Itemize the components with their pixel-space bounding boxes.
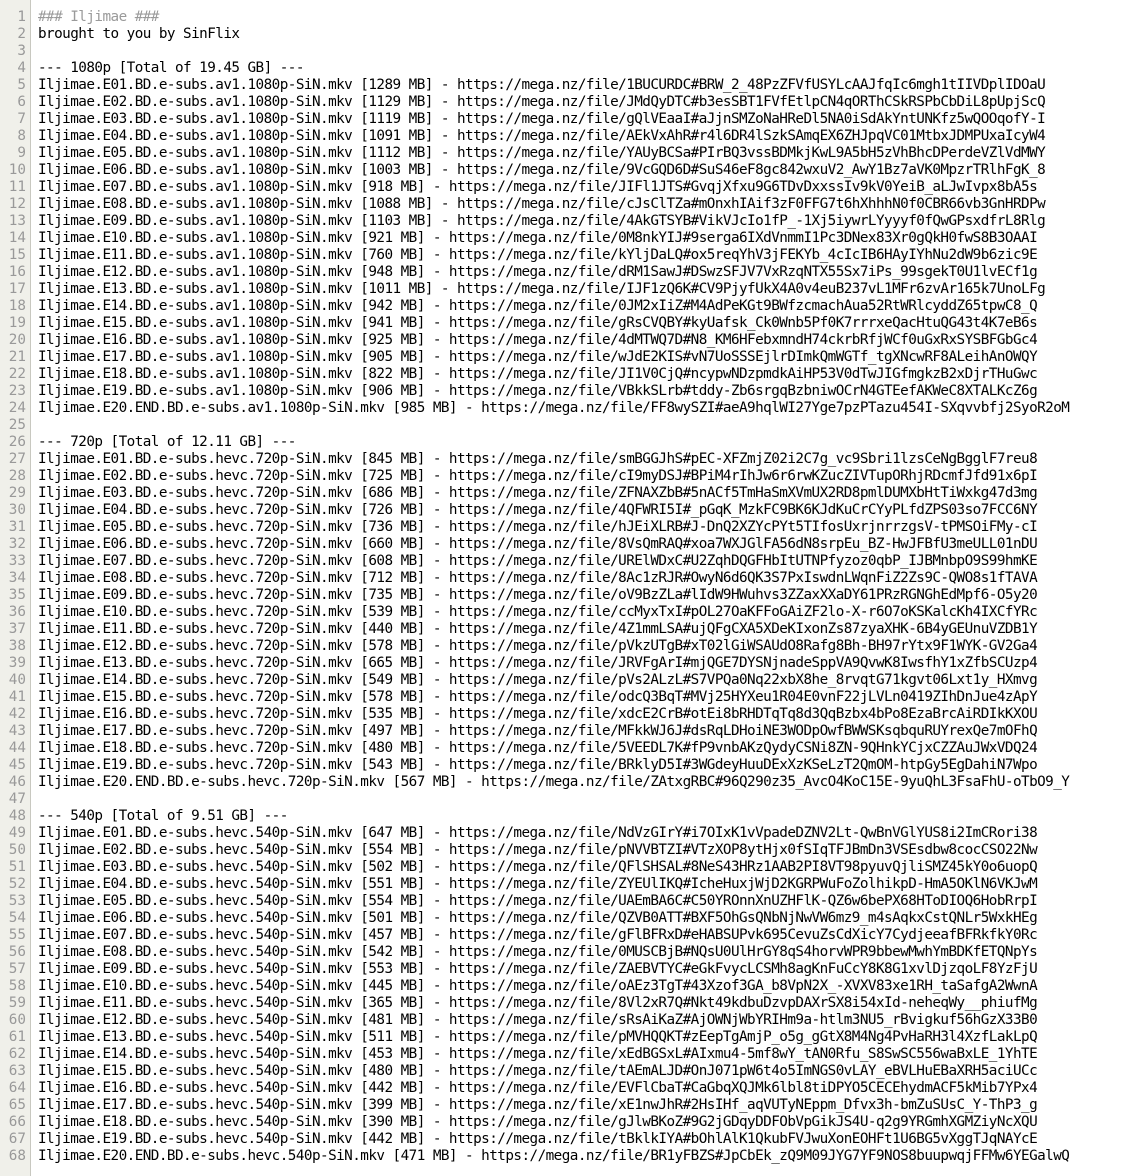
line-text: Iljimae.E19.BD.e-subs.hevc.540p-SiN.mkv [442 MB] - https://mega.nz/file/tBklkIYA#bOhlAlK1QkubFVJwuXonEOHFt1U6BG5vXggTJqNAYcE: [38, 1131, 1038, 1147]
line-number: 57: [8, 961, 26, 977]
line-number: 46: [8, 774, 26, 790]
line-number: 5: [17, 77, 26, 93]
editor-line[interactable]: [0, 536, 1122, 553]
editor-line[interactable]: [0, 196, 1122, 213]
line-number: 63: [8, 1063, 26, 1079]
line-text: Iljimae.E14.BD.e-subs.av1.1080p-SiN.mkv [942 MB] - https://mega.nz/file/0JM2xIiZ#M4AdPeKGt9BWfzcmachAua52RtWRlcyddZ65tpwC8_Q: [38, 298, 1038, 314]
line-text: Iljimae.E20.END.BD.e-subs.hevc.540p-SiN.mkv [471 MB] - https://mega.nz/file/BR1yFBZS#JpCbEk_zQ9M09JYG7YF9NOS8buupwqjFFMw6YEGalwQ: [38, 1148, 1070, 1164]
line-number: 24: [8, 400, 26, 416]
line-text: Iljimae.E01.BD.e-subs.hevc.540p-SiN.mkv [647 MB] - https://mega.nz/file/NdVzGIrY#i7OIxK1vVpadeDZNV2Lt-QwBnVGlYUS8i2ImCRori38: [38, 825, 1038, 841]
line-number: 62: [8, 1046, 26, 1062]
editor-line[interactable]: [0, 808, 1122, 825]
line-text: Iljimae.E11.BD.e-subs.hevc.720p-SiN.mkv [440 MB] - https://mega.nz/file/4Z1mmLSA#ujQFgCXA5XDeKIxonZs87zyaXHK-6B4yGEUnuVZDB1Y: [38, 621, 1038, 637]
line-text: Iljimae.E08.BD.e-subs.av1.1080p-SiN.mkv [1088 MB] - https://mega.nz/file/cJsClTZa#mOnxhIAif3zF0FFG7t6hXhhhN0f0CBR66vb3GnHRDPw: [38, 196, 1046, 212]
line-number: 4: [17, 60, 26, 76]
line-text: Iljimae.E09.BD.e-subs.hevc.720p-SiN.mkv [735 MB] - https://mega.nz/file/oV9BzZLa#lIdW9HWuhvs3ZZaxXXaDY61PRzRGNGhEdMpf6-O5y20: [38, 587, 1038, 603]
line-text: Iljimae.E03.BD.e-subs.hevc.720p-SiN.mkv [686 MB] - https://mega.nz/file/ZFNAXZbB#5nACf5TmHaSmXVmUX2RD8pmlDUMXbHtTiWxkg47d3mg: [38, 485, 1038, 501]
line-text: Iljimae.E16.BD.e-subs.hevc.720p-SiN.mkv [535 MB] - https://mega.nz/file/xdcE2CrB#otEi8bRHDTqTq8d3QqBzbx4bPo8EzaBrcAiRDIkKXOU: [38, 706, 1038, 722]
editor-line[interactable]: [0, 264, 1122, 281]
editor-line[interactable]: [0, 706, 1122, 723]
editor-line[interactable]: [0, 145, 1122, 162]
editor-line[interactable]: [0, 1063, 1122, 1080]
line-text: Iljimae.E02.BD.e-subs.av1.1080p-SiN.mkv [1129 MB] - https://mega.nz/file/JMdQyDTC#b3esSBT1FVfEtlpCN4qORThCSkRSPbCbDiL8pUpjScQ: [38, 94, 1046, 110]
line-number: 15: [8, 247, 26, 263]
editor-line[interactable]: [0, 893, 1122, 910]
line-text: Iljimae.E11.BD.e-subs.hevc.540p-SiN.mkv [365 MB] - https://mega.nz/file/8Vl2xR7Q#Nkt49kdbuDzvpDAXrSX8i54xId-neheqWy__phiufMg: [38, 995, 1038, 1011]
editor-line[interactable]: [0, 332, 1122, 349]
line-text: Iljimae.E18.BD.e-subs.hevc.720p-SiN.mkv [480 MB] - https://mega.nz/file/5VEEDL7K#fP9vnbAKzQydyCSNi8ZN-9QHnkYCjxCZZAuJWxVDQ24: [38, 740, 1038, 756]
line-text: Iljimae.E17.BD.e-subs.hevc.720p-SiN.mkv [497 MB] - https://mega.nz/file/MFkkWJ6J#dsRqLDHoiNE3WODpOwfBWWSKsqbquRUYrexQe7mOFhQ: [38, 723, 1038, 739]
editor-line[interactable]: [0, 162, 1122, 179]
line-number: 53: [8, 893, 26, 909]
line-text: Iljimae.E13.BD.e-subs.hevc.540p-SiN.mkv [511 MB] - https://mega.nz/file/pMVHQQKT#zEepTgAmjP_o5g_gGtX8M4Ng4PvHaRH3l4XzfLakLpQ: [38, 1029, 1038, 1045]
editor-line[interactable]: [0, 451, 1122, 468]
line-number: 23: [8, 383, 26, 399]
line-number: 17: [8, 281, 26, 297]
line-number: 40: [8, 672, 26, 688]
line-text: Iljimae.E20.END.BD.e-subs.hevc.720p-SiN.mkv [567 MB] - https://mega.nz/file/ZAtxgRBC#96Q290z35_AvcO4KoC15E-9yuQhL3FsaFhU-oTbO9_Y: [38, 774, 1070, 790]
line-number: 68: [8, 1148, 26, 1164]
editor-line[interactable]: [0, 1114, 1122, 1131]
editor-line[interactable]: [0, 60, 1122, 77]
line-number: 45: [8, 757, 26, 773]
line-text: ### Iljimae ###: [38, 9, 159, 25]
editor-line[interactable]: [0, 978, 1122, 995]
line-number: 6: [17, 94, 26, 110]
line-number: 20: [8, 332, 26, 348]
line-number: 9: [17, 145, 26, 161]
editor-line[interactable]: [0, 519, 1122, 536]
line-text: Iljimae.E13.BD.e-subs.hevc.720p-SiN.mkv [665 MB] - https://mega.nz/file/JRVFgArI#mjQGE7DYSNjnadeSppVA9QvwK8IwsfhY1xZfbSCUzp4: [38, 655, 1038, 671]
line-text: Iljimae.E15.BD.e-subs.hevc.720p-SiN.mkv [578 MB] - https://mega.nz/file/odcQ3BqT#MVj25HYXeu1R04E0vnF22jLVLn0419ZIhDnJue4zApY: [38, 689, 1038, 705]
line-number: 7: [17, 111, 26, 127]
editor-line[interactable]: [0, 672, 1122, 689]
editor-line[interactable]: [0, 400, 1122, 417]
editor-line[interactable]: [0, 876, 1122, 893]
editor-line[interactable]: [0, 1080, 1122, 1097]
editor-line[interactable]: [0, 366, 1122, 383]
editor-line[interactable]: [0, 553, 1122, 570]
line-text: Iljimae.E03.BD.e-subs.hevc.540p-SiN.mkv [502 MB] - https://mega.nz/file/QFlSHSAL#8NeS43HRz1AAB2PI8VT98pyuvQjliSMZ45kY0o6uopQ: [38, 859, 1038, 875]
editor-line[interactable]: [0, 961, 1122, 978]
line-text: Iljimae.E16.BD.e-subs.hevc.540p-SiN.mkv [442 MB] - https://mega.nz/file/EVFlCbaT#CaGbqXQJMk6lbl8tiDPYO5CECEhydmACF5kMib7YPx4: [38, 1080, 1038, 1096]
editor-line[interactable]: [0, 655, 1122, 672]
line-number: 64: [8, 1080, 26, 1096]
editor-line[interactable]: [0, 825, 1122, 842]
line-number: 21: [8, 349, 26, 365]
line-text: Iljimae.E15.BD.e-subs.hevc.540p-SiN.mkv [480 MB] - https://mega.nz/file/tAEmALJD#OnJ071pW6t4o5ImNGS0vLAY_eBVLHuEBaXRH5aciUCc: [38, 1063, 1038, 1079]
line-number: 30: [8, 502, 26, 518]
editor-line[interactable]: [0, 723, 1122, 740]
editor-line[interactable]: [0, 298, 1122, 315]
line-number: 10: [8, 162, 26, 178]
line-text: Iljimae.E01.BD.e-subs.hevc.720p-SiN.mkv [845 MB] - https://mega.nz/file/smBGGJhS#pEC-XFZmjZ02i2C7g_vc9Sbri1lzsCeNgBgglF7reu8: [38, 451, 1038, 467]
line-text: Iljimae.E06.BD.e-subs.hevc.540p-SiN.mkv [501 MB] - https://mega.nz/file/QZVB0ATT#BXF5OhGsQNbNjNwVW6mz9_m4sAqkxCstQNLr5WxkHEg: [38, 910, 1038, 926]
line-number: 49: [8, 825, 26, 841]
editor-line[interactable]: [0, 179, 1122, 196]
line-text: Iljimae.E10.BD.e-subs.hevc.540p-SiN.mkv [445 MB] - https://mega.nz/file/oAEz3TgT#43Xzof3GA_b8VpN2X_-XVXV83xe1RH_taSafgA2WwnA: [38, 978, 1038, 994]
line-text: Iljimae.E09.BD.e-subs.av1.1080p-SiN.mkv [1103 MB] - https://mega.nz/file/4AkGTSYB#VikVJcIo1fP_-1Xj5iywrLYyyyf0fQwGPsxdfrL8Rlg: [38, 213, 1046, 229]
line-text: --- 1080p [Total of 19.45 GB] ---: [38, 60, 304, 76]
editor-line[interactable]: [0, 128, 1122, 145]
editor-line[interactable]: [0, 689, 1122, 706]
line-number: 32: [8, 536, 26, 552]
editor-line[interactable]: [0, 485, 1122, 502]
editor-line[interactable]: [0, 604, 1122, 621]
line-text: Iljimae.E03.BD.e-subs.av1.1080p-SiN.mkv [1119 MB] - https://mega.nz/file/gQlVEaaI#aJjnSMZoNaHReDl5NA0iSdAkYntUNKfz5wQOOqofY-I: [38, 111, 1046, 127]
line-text: Iljimae.E17.BD.e-subs.hevc.540p-SiN.mkv [399 MB] - https://mega.nz/file/xE1nwJhR#2HsIHf_aqVUTyNEppm_Dfvx3h-bmZuSUsC_Y-ThP3_g: [38, 1097, 1038, 1113]
editor-line[interactable]: [0, 859, 1122, 876]
line-number: 47: [8, 791, 26, 807]
line-number: 51: [8, 859, 26, 875]
line-text: Iljimae.E01.BD.e-subs.av1.1080p-SiN.mkv [1289 MB] - https://mega.nz/file/1BUCURDC#BRW_2_48PzZFVfUSYLcAAJfqIc6mgh1tIIVDplIDOaU: [38, 77, 1046, 93]
line-text: Iljimae.E12.BD.e-subs.hevc.720p-SiN.mkv [578 MB] - https://mega.nz/file/pVkzUTgB#xT02lGiWSAUdO8Rafg8Bh-BH97rYtx9F1WYK-GV2Ga4: [38, 638, 1038, 654]
line-text: --- 540p [Total of 9.51 GB] ---: [38, 808, 288, 824]
line-number: 59: [8, 995, 26, 1011]
editor-line[interactable]: [0, 995, 1122, 1012]
line-text: Iljimae.E04.BD.e-subs.av1.1080p-SiN.mkv [1091 MB] - https://mega.nz/file/AEkVxAhR#r4l6DR4lSzkSAmqEX6ZHJpqVC01MtbxJDMPUxaIcyW4: [38, 128, 1046, 144]
line-text: Iljimae.E14.BD.e-subs.hevc.720p-SiN.mkv [549 MB] - https://mega.nz/file/pVs2ALzL#S7VPQa0Nq22xbX8he_8rvqtG71kgvt06Lxt1y_HXmvg: [38, 672, 1038, 688]
line-text: Iljimae.E18.BD.e-subs.hevc.540p-SiN.mkv [390 MB] - https://mega.nz/file/gJlwBKoZ#9G2jGDqyDDFObVpGikJS4U-q2g9YRGmhXGMZiyNcXQU: [38, 1114, 1038, 1130]
editor-line[interactable]: [0, 77, 1122, 94]
editor-line[interactable]: [0, 468, 1122, 485]
line-text: brought to you by SinFlix: [38, 26, 240, 42]
line-number: 50: [8, 842, 26, 858]
line-text: Iljimae.E11.BD.e-subs.av1.1080p-SiN.mkv [760 MB] - https://mega.nz/file/kYljDaLQ#ox5reqYhV3jFEKYb_4cIcIB6HAyIYhNu2dW9b6zic9E: [38, 247, 1038, 263]
line-text: Iljimae.E17.BD.e-subs.av1.1080p-SiN.mkv [905 MB] - https://mega.nz/file/wJdE2KIS#vN7UoSSSEjlrDImkQmWGTf_tgXNcwRF8ALeihAnOWQY: [38, 349, 1038, 365]
line-text: Iljimae.E09.BD.e-subs.hevc.540p-SiN.mkv [553 MB] - https://mega.nz/file/ZAEBVTYC#eGkFvycLCSMh8agKnFuCcY8K8G1xvlDjzqoLF8YzFjU: [38, 961, 1038, 977]
editor-line[interactable]: [0, 1131, 1122, 1148]
text-lines[interactable]: [0, 9, 1122, 1165]
line-number: 44: [8, 740, 26, 756]
editor-line[interactable]: [0, 740, 1122, 757]
line-number: 43: [8, 723, 26, 739]
line-number: 31: [8, 519, 26, 535]
line-number: 35: [8, 587, 26, 603]
editor-line[interactable]: [0, 94, 1122, 111]
line-number: 26: [8, 434, 26, 450]
editor-line[interactable]: [0, 638, 1122, 655]
line-number: 11: [8, 179, 26, 195]
editor-line[interactable]: [0, 570, 1122, 587]
line-text: Iljimae.E18.BD.e-subs.av1.1080p-SiN.mkv [822 MB] - https://mega.nz/file/JI1V0CjQ#ncypwNDzpmdkAiHP53V0dTwJIGfmgkzB2xDjrTHuGwc: [38, 366, 1038, 382]
line-number: 3: [17, 43, 26, 59]
line-text: Iljimae.E19.BD.e-subs.hevc.720p-SiN.mkv [543 MB] - https://mega.nz/file/BRklyD5I#3WGdeyHuuDExXzKSeLzT2QmOM-htpGy5EgDahiN7Wpo: [38, 757, 1038, 773]
editor-line[interactable]: [0, 9, 1122, 26]
line-text: Iljimae.E05.BD.e-subs.hevc.720p-SiN.mkv [736 MB] - https://mega.nz/file/hJEiXLRB#J-DnQ2XZYcPYt5TIfosUxrjnrrzgsV-tPMSOiFMy-cI: [38, 519, 1038, 535]
line-number: 36: [8, 604, 26, 620]
line-number: 55: [8, 927, 26, 943]
line-text: Iljimae.E20.END.BD.e-subs.av1.1080p-SiN.mkv [985 MB] - https://mega.nz/file/FF8wySZI#aeA9hqlWI27Yge7pzPTazu454I-SXqvvbfj2SyoR2oM: [38, 400, 1070, 416]
line-text: Iljimae.E02.BD.e-subs.hevc.720p-SiN.mkv [725 MB] - https://mega.nz/file/cI9myDSJ#BPiM4rIhJw6r6rwKZucZIVTupORhjRDcmfJfd91x6pI: [38, 468, 1038, 484]
line-text: Iljimae.E10.BD.e-subs.av1.1080p-SiN.mkv [921 MB] - https://mega.nz/file/0M8nkYIJ#9serga6IXdVnmmI1Pc3DNex83Xr0gQkH0fwS8B3OAAI: [38, 230, 1038, 246]
line-number: 13: [8, 213, 26, 229]
line-text: Iljimae.E05.BD.e-subs.hevc.540p-SiN.mkv [554 MB] - https://mega.nz/file/UAEmBA6C#C50YROnnXnUZHFlK-QZ6w6bePX68HToDIOQ6HobRrpI: [38, 893, 1038, 909]
editor-line[interactable]: [0, 1046, 1122, 1063]
line-number: 8: [17, 128, 26, 144]
editor-line[interactable]: [0, 230, 1122, 247]
editor-line[interactable]: [0, 281, 1122, 298]
line-number: 28: [8, 468, 26, 484]
editor-line[interactable]: [0, 774, 1122, 791]
line-text: Iljimae.E02.BD.e-subs.hevc.540p-SiN.mkv [554 MB] - https://mega.nz/file/pNVVBTZI#VTzXOP8ytHjx0fSIqTFJBmDn3VSEsdbw8cocCSO22Nw: [38, 842, 1038, 858]
line-text: Iljimae.E15.BD.e-subs.av1.1080p-SiN.mkv [941 MB] - https://mega.nz/file/gRsCVQBY#kyUafsk_Ck0Wnb5Pf0K7rrrxeQacHtuQG43t4K7eB6s: [38, 315, 1038, 331]
line-number: 22: [8, 366, 26, 382]
line-number: 37: [8, 621, 26, 637]
editor-line[interactable]: [0, 26, 1122, 43]
line-text: Iljimae.E12.BD.e-subs.hevc.540p-SiN.mkv [481 MB] - https://mega.nz/file/sRsAiKaZ#AjOWNjWbYRIHm9a-htlm3NU5_rBvigkuf56hGzX33B0: [38, 1012, 1038, 1028]
line-text: Iljimae.E14.BD.e-subs.hevc.540p-SiN.mkv [453 MB] - https://mega.nz/file/xEdBGSxL#AIxmu4-5mf8wY_tAN0Rfu_S8SwSC556waBxLE_1YhTE: [38, 1046, 1038, 1062]
line-text: Iljimae.E08.BD.e-subs.hevc.720p-SiN.mkv [712 MB] - https://mega.nz/file/8Ac1zRJR#OwyN6d6QK3S7PxIswdnLWqnFiZ2Zs9C-QWO8s1fTAVA: [38, 570, 1038, 586]
editor-line[interactable]: [0, 757, 1122, 774]
editor-line[interactable]: [0, 247, 1122, 264]
editor-line[interactable]: [0, 111, 1122, 128]
line-text: Iljimae.E04.BD.e-subs.hevc.540p-SiN.mkv [551 MB] - https://mega.nz/file/ZYEUlIKQ#IcheHuxjWjD2KGRPWuFoZolhikpD-HmA5OKlN6VKJwM: [38, 876, 1038, 892]
line-number: 42: [8, 706, 26, 722]
line-number: 67: [8, 1131, 26, 1147]
editor-line[interactable]: [0, 349, 1122, 366]
editor-line[interactable]: [0, 43, 1122, 60]
line-number: 33: [8, 553, 26, 569]
line-number: 34: [8, 570, 26, 586]
line-text: Iljimae.E08.BD.e-subs.hevc.540p-SiN.mkv [542 MB] - https://mega.nz/file/0MUSCBjB#NQsU0UlHrGY8qS4horvWPR9bbewMwhYmBDKfETQNpYs: [38, 944, 1038, 960]
line-text: Iljimae.E12.BD.e-subs.av1.1080p-SiN.mkv [948 MB] - https://mega.nz/file/dRM1SawJ#DSwzSFJV7VxRzqNTX55Sx7iPs_99sgekT0U1lvECf1g: [38, 264, 1038, 280]
editor-line[interactable]: [0, 944, 1122, 961]
editor-line[interactable]: [0, 434, 1122, 451]
editor-line[interactable]: [0, 502, 1122, 519]
line-number: 16: [8, 264, 26, 280]
line-text: Iljimae.E07.BD.e-subs.hevc.720p-SiN.mkv [608 MB] - https://mega.nz/file/URElWDxC#U2ZqhDQGFHbItUTNPfyzoz0qbP_IJBMnbpO9S99hmKE: [38, 553, 1038, 569]
editor-line[interactable]: [0, 587, 1122, 604]
editor-line[interactable]: [0, 1148, 1122, 1165]
line-text: Iljimae.E07.BD.e-subs.hevc.540p-SiN.mkv [457 MB] - https://mega.nz/file/gFlBFRxD#eHABSUPvk695CevuZsCdXicY7CydjeeafBFRkfkY0Rc: [38, 927, 1038, 943]
line-text: Iljimae.E13.BD.e-subs.av1.1080p-SiN.mkv [1011 MB] - https://mega.nz/file/IJF1zQ6K#CV9PjyfUkX4A0v4euB237vL1MFr6zvAr165k7UnoLFg: [38, 281, 1046, 297]
editor-line[interactable]: [0, 842, 1122, 859]
editor-line[interactable]: [0, 213, 1122, 230]
editor-line[interactable]: [0, 1029, 1122, 1046]
editor-line[interactable]: [0, 383, 1122, 400]
line-number: 61: [8, 1029, 26, 1045]
editor-line[interactable]: [0, 910, 1122, 927]
line-number: 65: [8, 1097, 26, 1113]
line-number: 2: [17, 26, 26, 42]
line-number: 18: [8, 298, 26, 314]
line-number: 58: [8, 978, 26, 994]
line-number: 52: [8, 876, 26, 892]
line-text: Iljimae.E05.BD.e-subs.av1.1080p-SiN.mkv [1112 MB] - https://mega.nz/file/YAUyBCSa#PIrBQ3vssBDMkjKwL9A5bH5zVhBhcDPerdeVZlVdMWY: [38, 145, 1046, 161]
line-text: Iljimae.E07.BD.e-subs.av1.1080p-SiN.mkv [918 MB] - https://mega.nz/file/JIFl1JTS#GvqjXfxu9G6TDvDxxssIv9kV0YeiB_aLJwIvpx8bA5s: [38, 179, 1038, 195]
line-number: 54: [8, 910, 26, 926]
editor-line[interactable]: [0, 1097, 1122, 1114]
line-number: 48: [8, 808, 26, 824]
line-number: 38: [8, 638, 26, 654]
line-number: 41: [8, 689, 26, 705]
line-number: 14: [8, 230, 26, 246]
editor-line[interactable]: [0, 927, 1122, 944]
line-text: Iljimae.E19.BD.e-subs.av1.1080p-SiN.mkv [906 MB] - https://mega.nz/file/VBkkSLrb#tddy-Zb6srgqBzbniwOCrN4GTEefAKWeC8XTALKcZ6g: [38, 383, 1038, 399]
line-text: Iljimae.E16.BD.e-subs.av1.1080p-SiN.mkv [925 MB] - https://mega.nz/file/4dMTWQ7D#N8_KM6HFebxmndH74ckrbRfjWCf0uGxRxSYSBFGbGc4: [38, 332, 1038, 348]
line-number: 66: [8, 1114, 26, 1130]
line-text: --- 720p [Total of 12.11 GB] ---: [38, 434, 296, 450]
line-number: 19: [8, 315, 26, 331]
editor-line[interactable]: [0, 791, 1122, 808]
line-text: Iljimae.E10.BD.e-subs.hevc.720p-SiN.mkv [539 MB] - https://mega.nz/file/ccMyxTxI#pOL27OaKFFoGAiZF2lo-X-r6O7oKSKalcKh4IXCfYRc: [38, 604, 1038, 620]
line-number: 29: [8, 485, 26, 501]
line-number: 56: [8, 944, 26, 960]
line-text: Iljimae.E06.BD.e-subs.hevc.720p-SiN.mkv [660 MB] - https://mega.nz/file/8VsQmRAQ#xoa7WXJGlFA56dN8srpEu_BZ-HwJFBfU3meULL01nDU: [38, 536, 1038, 552]
editor-line[interactable]: [0, 1012, 1122, 1029]
line-text: Iljimae.E04.BD.e-subs.hevc.720p-SiN.mkv [726 MB] - https://mega.nz/file/4QFWRI5I#_pGqK_MzkFC9BK6KJdKuCrCYyPLfdZPS03so7FCC6NY: [38, 502, 1038, 518]
line-number: 39: [8, 655, 26, 671]
editor-line[interactable]: [0, 417, 1122, 434]
line-number: 25: [8, 417, 26, 433]
editor-line[interactable]: [0, 315, 1122, 332]
line-number: 12: [8, 196, 26, 212]
line-number: 27: [8, 451, 26, 467]
line-number: 60: [8, 1012, 26, 1028]
editor-line[interactable]: [0, 621, 1122, 638]
line-number: 1: [17, 9, 26, 25]
line-text: Iljimae.E06.BD.e-subs.av1.1080p-SiN.mkv [1003 MB] - https://mega.nz/file/9VcGQD6D#SuS46eF8gc842wxuV2_AwY1Bz7aVK0MpzrTRlhFgK_8: [38, 162, 1046, 178]
